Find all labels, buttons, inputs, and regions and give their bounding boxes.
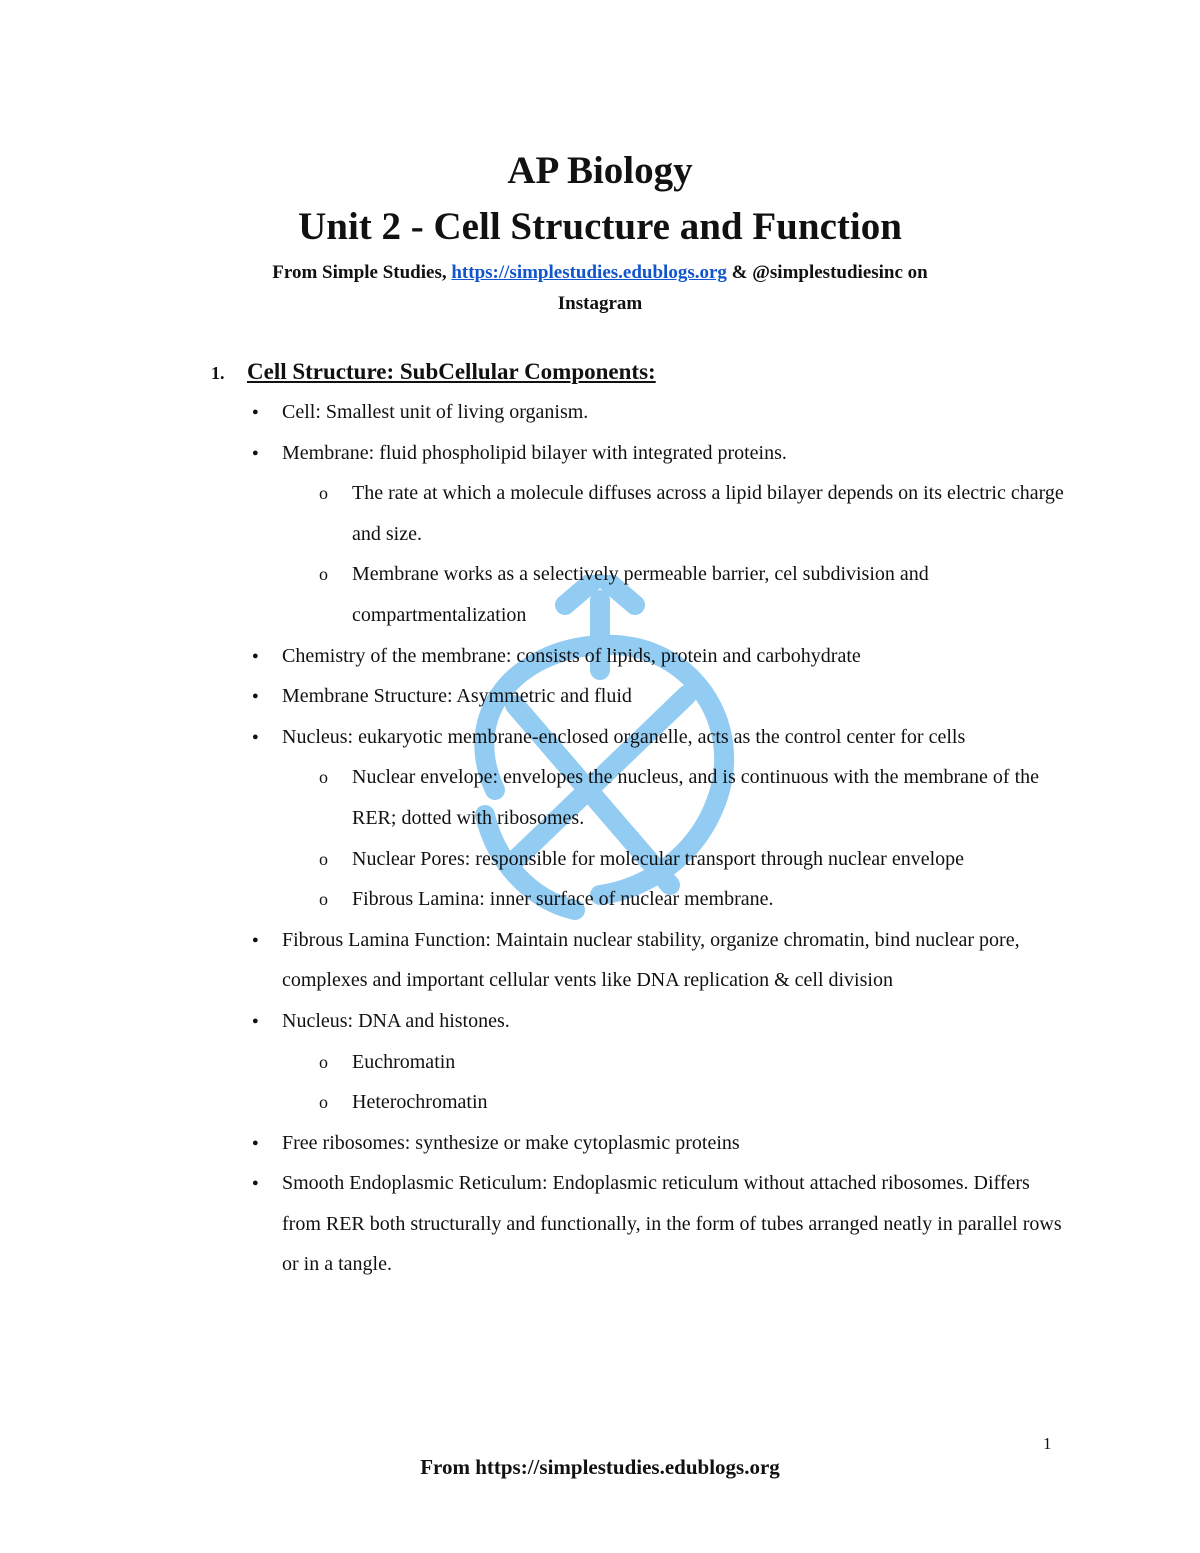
list-item bbox=[211, 1163, 1071, 1285]
list-item bbox=[211, 676, 1071, 717]
sub-list-item-text: Nuclear envelope: envelopes the nucleus, and is continuous with the membrane of the RER; dotted with ribosomes. bbox=[352, 766, 1040, 829]
source-suffix: & @simplestudiesinc on bbox=[726, 262, 928, 283]
page-number: 1 bbox=[1043, 1434, 1052, 1453]
list-item-text: Nucleus: eukaryotic membrane-enclosed organelle, acts as the control center for cells bbox=[282, 725, 966, 748]
list-item bbox=[211, 920, 1071, 1001]
bullet-dot-icon: ● bbox=[252, 1136, 259, 1149]
list-item-text: Membrane: fluid phospholipid bilayer with integrated proteins. bbox=[282, 441, 787, 464]
bullet-list bbox=[211, 392, 1071, 1285]
section-title: Cell Structure: SubCellular Components: bbox=[247, 359, 656, 384]
sub-list-item-text: Euchromatin bbox=[352, 1050, 456, 1073]
source-line bbox=[0, 257, 1200, 288]
bullet-dot-icon: ● bbox=[252, 690, 259, 703]
sub-list-item bbox=[282, 554, 1071, 635]
sub-list bbox=[211, 1042, 1071, 1123]
circle-bullet-icon: o bbox=[319, 767, 328, 788]
list-item bbox=[211, 1123, 1071, 1164]
circle-bullet-icon: o bbox=[319, 564, 328, 585]
source-link[interactable]: https://simplestudies.edublogs.org bbox=[451, 262, 727, 283]
list-item bbox=[211, 1001, 1071, 1123]
section-cell-structure bbox=[211, 356, 1071, 1285]
list-item-text: Cell: Smallest unit of living organism. bbox=[282, 401, 589, 423]
bullet-dot-icon: ● bbox=[252, 1177, 259, 1190]
sub-list-item bbox=[282, 879, 1071, 920]
course-title: AP Biology bbox=[507, 149, 693, 192]
sub-list-item-text: Membrane works as a selectively permeable barrier, cel subdivision and compartmentalization bbox=[352, 563, 929, 626]
bullet-dot-icon: ● bbox=[252, 406, 259, 418]
unit-title: Unit 2 - Cell Structure and Function bbox=[298, 205, 902, 248]
sub-list-item bbox=[282, 1042, 1071, 1083]
list-item-text: Free ribosomes: synthesize or make cytoplasmic proteins bbox=[282, 1131, 740, 1154]
footer: From https://simplestudies.edublogs.org bbox=[420, 1455, 780, 1479]
sub-list-item bbox=[282, 473, 1071, 554]
bullet-dot-icon: ● bbox=[252, 446, 259, 459]
source-prefix: From Simple Studies, bbox=[272, 262, 452, 283]
section-number: 1. bbox=[211, 363, 225, 383]
sub-list-item-text: Fibrous Lamina: inner surface of nuclear membrane. bbox=[352, 888, 774, 911]
sub-list-item-text: The rate at which a molecule diffuses across a lipid bilayer depends on its electric charge and size. bbox=[352, 482, 1064, 545]
sub-list-item-text: Nuclear Pores: responsible for molecular transport through nuclear envelope bbox=[352, 847, 965, 870]
circle-bullet-icon: o bbox=[319, 1092, 328, 1113]
circle-bullet-icon: o bbox=[319, 1051, 328, 1072]
bullet-dot-icon: ● bbox=[252, 933, 259, 946]
sub-list-item-text: Heterochromatin bbox=[352, 1091, 488, 1114]
circle-bullet-icon: o bbox=[319, 848, 328, 869]
list-item-text: Nucleus: DNA and histones. bbox=[282, 1009, 510, 1032]
list-item-text: Fibrous Lamina Function: Maintain nuclear stability, organize chromatin, bind nuclear pore, complexes and important cellular vents like DNA replication & cell division bbox=[282, 928, 1020, 992]
sub-list-item bbox=[282, 1082, 1071, 1123]
title-block bbox=[0, 143, 1200, 319]
sub-list bbox=[211, 757, 1071, 919]
bullet-dot-icon: ● bbox=[252, 1014, 259, 1027]
list-item-text: Membrane Structure: Asymmetric and fluid bbox=[282, 685, 632, 708]
list-item bbox=[211, 636, 1071, 677]
list-item bbox=[211, 717, 1071, 920]
section-heading bbox=[211, 356, 1071, 389]
sub-list-item bbox=[282, 757, 1071, 838]
list-item-text: Smooth Endoplasmic Reticulum: Endoplasmic reticulum without attached ribosomes. Differs from RER both structurally and functionally, in the form of tubes arranged neatly in parallel rows or in a tangle. bbox=[282, 1172, 1062, 1276]
sub-list bbox=[211, 473, 1071, 635]
source-line-2: Instagram bbox=[557, 293, 643, 314]
list-item-text: Chemistry of the membrane: consists of lipids, protein and carbohydrate bbox=[282, 644, 861, 667]
list-item bbox=[211, 392, 1071, 433]
bullet-dot-icon: ● bbox=[252, 649, 259, 662]
sub-list-item bbox=[282, 839, 1071, 880]
list-item bbox=[211, 433, 1071, 636]
circle-bullet-icon: o bbox=[319, 483, 328, 504]
circle-bullet-icon: o bbox=[319, 889, 328, 910]
bullet-dot-icon: ● bbox=[252, 730, 259, 743]
